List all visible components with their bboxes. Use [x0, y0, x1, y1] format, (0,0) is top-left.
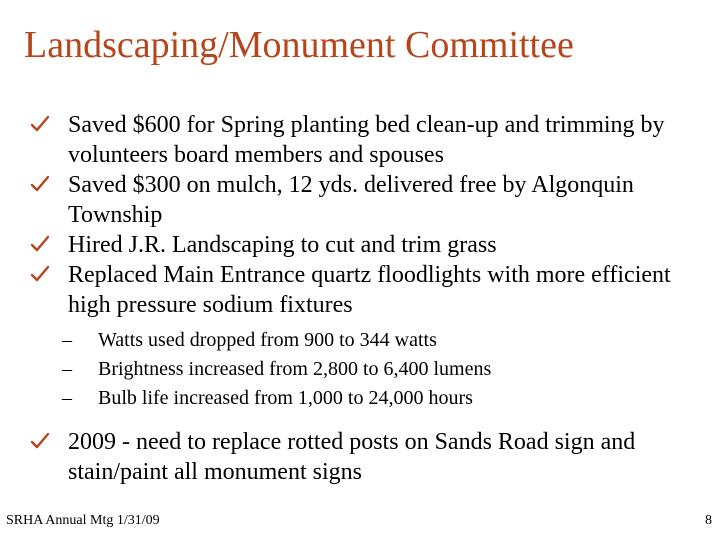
- bullet-item: [30, 110, 700, 170]
- checkmark-icon: [30, 264, 52, 286]
- sub-bullet-item: [62, 355, 700, 384]
- bullet-text: Replaced Main Entrance quartz floodlights with more efficient high pressure sodium fixtures: [68, 262, 671, 318]
- bullet-item: [30, 260, 700, 320]
- bullet-list: [30, 110, 700, 487]
- dash-marker: –: [62, 358, 72, 380]
- sub-bullet-text: Watts used dropped from 900 to 344 watts: [98, 329, 437, 351]
- bullet-text: Hired J.R. Landscaping to cut and trim grass: [68, 232, 497, 258]
- footer-text: SRHA Annual Mtg 1/31/09: [6, 513, 160, 528]
- sub-bullet-text: Bulb life increased from 1,000 to 24,000 hours: [98, 387, 473, 409]
- dash-marker: –: [62, 387, 72, 409]
- bullet-text: 2009 - need to replace rotted posts on Sands Road sign and stain/paint all monument signs: [68, 429, 636, 485]
- bullet-item: [30, 427, 700, 487]
- bullet-text: Saved $600 for Spring planting bed clean-up and trimming by volunteers board members and spouses: [68, 112, 665, 168]
- bullet-text: Saved $300 on mulch, 12 yds. delivered free by Algonquin Township: [68, 172, 634, 228]
- sub-bullet-list: [30, 326, 700, 413]
- sub-bullet-item: [62, 326, 700, 355]
- bullet-item: [30, 170, 700, 230]
- sub-bullet-item: [62, 384, 700, 413]
- checkmark-icon: [30, 234, 52, 256]
- checkmark-icon: [30, 431, 52, 453]
- dash-marker: –: [62, 329, 72, 351]
- page-number: 8: [705, 513, 712, 528]
- checkmark-icon: [30, 114, 52, 136]
- checkmark-icon: [30, 174, 52, 196]
- sub-bullet-text: Brightness increased from 2,800 to 6,400 lumens: [98, 358, 492, 380]
- bullet-item: [30, 230, 700, 260]
- slide-title: Landscaping/Monument Committee: [24, 24, 574, 66]
